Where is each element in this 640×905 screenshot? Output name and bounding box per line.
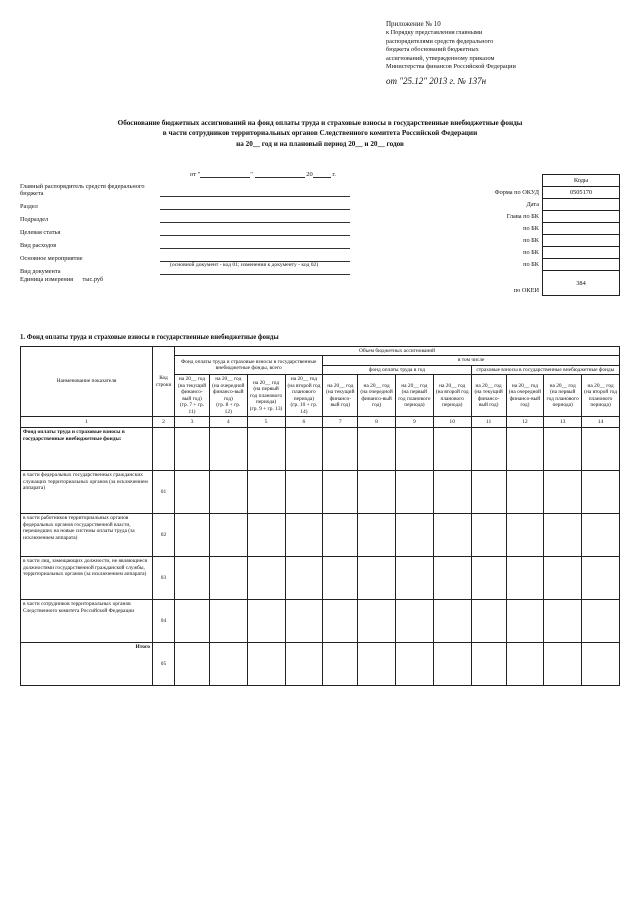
value-cell[interactable] [582,471,620,514]
field-row: Главный распорядитель средств федерального бюджета [20,184,350,197]
col-header-code: Код строки [153,347,175,417]
value-cell[interactable] [506,643,544,686]
document-title [20,118,620,149]
fill-line[interactable] [160,200,350,210]
row-name: в части сотрудников территориальных органов Следственного комитета Российской Федерации [21,600,153,643]
value-cell[interactable] [471,557,506,600]
value-cell[interactable] [506,471,544,514]
row-code: 02 [153,514,175,557]
value-cell[interactable] [209,600,247,643]
codes-block: Коды Форма по ОКУД 0505170 Дата Глава по БК по БК по БК по БК по БК по ОКЕИ 384 [410,174,620,296]
value-cell[interactable] [433,600,471,643]
value-cell[interactable] [285,514,323,557]
value-cell[interactable] [209,643,247,686]
field-row: Раздел [20,197,350,210]
field-row: Вид документа [20,262,350,275]
row-code: 04 [153,600,175,643]
value-cell[interactable] [471,428,506,471]
value-cell[interactable] [471,471,506,514]
value-cell[interactable] [323,643,358,686]
fill-line[interactable] [160,226,350,236]
value-cell[interactable] [323,514,358,557]
value-cell[interactable] [323,471,358,514]
value-cell[interactable] [395,643,433,686]
value-cell[interactable] [209,471,247,514]
appendix-number: Приложение № 10 [386,20,441,28]
fill-line[interactable] [160,239,350,249]
value-cell[interactable] [433,557,471,600]
value-cell[interactable] [582,600,620,643]
row-name: в части лиц, замещающих должности, не являющиеся должностями государственной гражданской службы, территориальных органов (за исключением аппарата) [21,557,153,600]
field-row: Целевая статья [20,223,350,236]
value-cell[interactable] [323,600,358,643]
col-year-current: на 20__ год (на текущий финансо-вый год) [471,375,506,417]
col-year-second: на 20__ год (на второй год планового периода) [433,375,471,417]
value-cell[interactable] [209,428,247,471]
value-cell[interactable] [544,600,582,643]
col-header-name: Наименование показателя [21,347,153,417]
value-cell[interactable] [209,514,247,557]
title-line-2: в части сотрудников территориальных органов Следственного комитета Российской Федерации [162,129,478,138]
value-cell[interactable] [582,514,620,557]
title-line-3: на 20__ год и на плановый период 20__ и 20__ годов [236,139,404,148]
appendix-line: Министерства финансов Российской Федерации [386,63,516,71]
code-bk[interactable] [543,259,620,271]
value-cell[interactable] [582,643,620,686]
code-chapter[interactable] [543,211,620,223]
appendix-line: бюджета обоснований бюджетных [386,46,479,54]
col-year-next: на 20__ год (на очередной финансо-вый год) [506,375,544,417]
value-cell[interactable] [395,471,433,514]
value-cell[interactable] [285,557,323,600]
column-numbers-row: 1 2 3 4 5 6 7 8 9 10 11 12 13 14 [21,417,620,428]
fill-line[interactable] [160,187,350,197]
row-name: в части работников территориальных органов федеральных органов государственной власти, перешедших на новые системы оплаты труда (за исключением аппарата) [21,514,153,557]
value-cell[interactable] [247,471,285,514]
col-year-current: на 20__ год (на текущий финансо-вый год) [323,375,358,417]
appendix-line: ассигнований, утвержденному приказом [386,54,495,62]
code-bk[interactable] [543,223,620,235]
col-year-second: на 20__ год (на второй год планового периода) [582,375,620,417]
header-block [20,170,620,330]
value-cell[interactable] [175,428,210,471]
table-row [21,514,620,557]
fill-line[interactable] [160,213,350,223]
value-cell[interactable] [285,428,323,471]
col-header-including: в том числе [323,356,620,365]
value-cell[interactable] [247,643,285,686]
field-row: Основное мероприятие [20,249,350,262]
row-code [153,428,175,471]
value-cell[interactable] [471,514,506,557]
value-cell[interactable] [175,643,210,686]
code-bk[interactable] [543,235,620,247]
form-date: от " " 20 г. [190,171,336,178]
row-name: в части федеральных государственных гражданских служащих территориальных органов (за исключением аппарата) [21,471,153,514]
value-cell[interactable] [175,471,210,514]
value-cell[interactable] [358,600,396,643]
value-cell[interactable] [433,428,471,471]
appendix-line: к Порядку представления главными [386,29,483,37]
value-cell[interactable] [358,471,396,514]
value-cell[interactable] [209,557,247,600]
table-row [21,557,620,600]
code-date[interactable] [543,199,620,211]
appendix-block [386,20,616,87]
code-okud[interactable]: 0505170 [543,187,620,199]
value-cell[interactable] [506,557,544,600]
value-cell[interactable] [358,643,396,686]
value-cell[interactable] [358,557,396,600]
col-year-first: на 20__ год (на первый год планового периода) [395,375,433,417]
col-year-first: на 20__ год (на первый год планового периода) (гр. 9 + гр. 13) [247,375,285,417]
value-cell[interactable] [323,428,358,471]
value-cell[interactable] [395,428,433,471]
value-cell[interactable] [285,600,323,643]
section-title: 1. Фонд оплаты труда и страховые взносы в государственные внебюджетные фонды [20,334,279,341]
value-cell[interactable] [582,428,620,471]
row-code: 05 [153,643,175,686]
unit-row: Единица измерения тыс.руб [20,276,104,283]
value-cell[interactable] [175,600,210,643]
value-cell[interactable] [247,514,285,557]
value-cell[interactable] [395,600,433,643]
value-cell[interactable] [582,557,620,600]
table-row [21,471,620,514]
value-cell[interactable] [471,643,506,686]
value-cell[interactable] [175,557,210,600]
row-name: Итого [21,643,153,686]
value-cell[interactable] [285,471,323,514]
value-cell[interactable] [471,600,506,643]
col-year-first: на 20__ год (на первый год планового периода) [544,375,582,417]
value-cell[interactable] [506,514,544,557]
field-row: Вид расходов [20,236,350,249]
col-year-next: на 20__ год (на очередной финансо-вый год) [358,375,396,417]
row-code: 01 [153,471,175,514]
table-body [21,428,620,686]
col-header-fot: фонд оплаты труда в год [323,365,471,374]
value-cell[interactable] [323,557,358,600]
value-cell[interactable] [395,557,433,600]
table-row [21,600,620,643]
col-header-fot-sv: Фонд оплаты труда и страховые взносы в государственные внебюджетные фонды, всего [175,356,323,375]
value-cell[interactable] [544,428,582,471]
value-cell[interactable] [247,557,285,600]
document-type-note: (основной документ - код 01; изменения к документу - код 02) [170,262,319,268]
value-cell[interactable] [544,557,582,600]
value-cell[interactable] [506,600,544,643]
table-row [21,643,620,686]
value-cell[interactable] [544,643,582,686]
value-cell[interactable] [358,514,396,557]
value-cell[interactable] [544,471,582,514]
col-year-current: на 20__ год (на текущий финансо-вый год) (гр. 7 + гр. 11) [175,375,210,417]
field-row: Подраздел [20,210,350,223]
code-okei[interactable]: 384 [543,271,620,296]
codes-header: Коды [543,175,620,187]
value-cell[interactable] [433,471,471,514]
appendix-line: распорядителями средств федерального [386,37,494,45]
table-row [21,428,620,471]
col-year-second: на 20__ год (на второй год планового периода) (гр. 10 + гр. 14) [285,375,323,417]
title-line-1: Обоснование бюджетных ассигнований на фонд оплаты труда и страховые взносы в государственные внебюджетные фонды [117,119,523,127]
value-cell[interactable] [506,428,544,471]
row-code: 03 [153,557,175,600]
col-year-next: на 20__ год (на очередной финансо-вый год) (гр. 8 + гр. 12) [209,375,247,417]
fill-line[interactable] [160,252,350,262]
value-cell[interactable] [285,643,323,686]
appendix-order-date: от "25.12" 2013 г. № 137н [386,75,487,86]
value-cell[interactable] [395,514,433,557]
value-cell[interactable] [433,514,471,557]
value-cell[interactable] [358,428,396,471]
value-cell[interactable] [433,643,471,686]
col-header-total: Объем бюджетных ассигнований [175,347,620,356]
value-cell[interactable] [247,600,285,643]
value-cell[interactable] [544,514,582,557]
code-bk[interactable] [543,247,620,259]
row-name: Фонд оплаты труда и страховые взносы в государственные внебюджетные фонды: [21,428,153,471]
col-header-sv: страховые взносы в государственные внебюджетные фонды [471,365,619,374]
value-cell[interactable] [175,514,210,557]
value-cell[interactable] [247,428,285,471]
budget-table [20,346,620,686]
